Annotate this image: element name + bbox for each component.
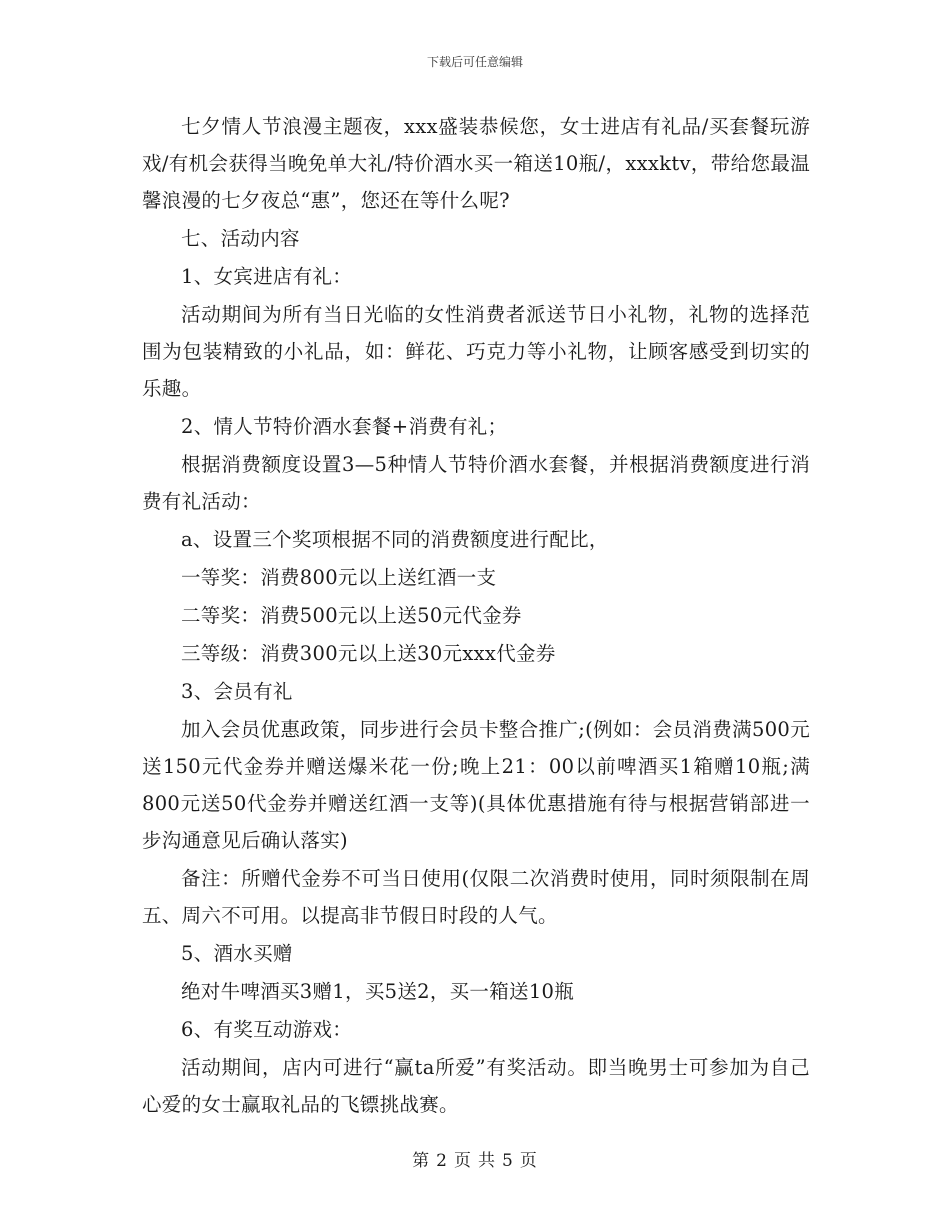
paragraph: 活动期间为所有当日光临的女性消费者派送节日小礼物，礼物的选择范围为包装精致的小礼品，如：鲜花、巧克力等小礼物，让顾客感受到切实的乐趣。 [142, 303, 810, 400]
total-pages-number: 5 [502, 1151, 514, 1171]
item-heading: 2、情人节特价酒水套餐+消费有礼； [181, 415, 508, 438]
page-label-mid1: 页 [454, 1151, 472, 1171]
current-page-number: 2 [436, 1151, 448, 1171]
paragraph: 根据消费额度设置3—5种情人节特价酒水套餐，并根据消费额度进行消费有礼活动： [142, 453, 810, 513]
paragraph: 绝对牛啤酒买3赠1，买5送2，买一箱送10瓶 [181, 980, 575, 1003]
paragraph: a、设置三个奖项根据不同的消费额度进行配比， [181, 528, 609, 551]
page-footer [0, 1146, 950, 1171]
page-label-suffix: 页 [519, 1151, 538, 1171]
prize-line: 二等奖：消费500元以上送50元代金券 [181, 604, 522, 627]
item-heading: 1、女宾进店有礼： [181, 265, 353, 288]
paragraph: 备注：所赠代金券不可当日使用(仅限二次消费时使用，同时须限制在周五、周六不可用。以提高非节假日时段的人气。 [142, 867, 810, 927]
document-body [142, 108, 810, 1124]
item-heading: 5、酒水买赠 [181, 942, 293, 965]
prize-line: 三等级：消费300元以上送30元xxx代金券 [181, 642, 556, 665]
item-heading: 6、有奖互动游戏： [181, 1018, 353, 1041]
page-label-prefix: 第 [412, 1151, 431, 1171]
prize-line: 一等奖：消费800元以上送红酒一支 [181, 566, 497, 589]
section-heading: 七、活动内容 [181, 227, 300, 250]
paragraph: 加入会员优惠政策，同步进行会员卡整合推广;(例如：会员消费满500元送150元代金券并赠送爆米花一份;晚上21：00以前啤酒买1箱赠10瓶;满800元送50代金券并赠送红酒一支等)(具体优惠措施有待与根据营销部进一步沟通意见后确认落实) [142, 718, 810, 852]
page-header: 下载后可任意编辑 [426, 55, 523, 69]
item-heading: 3、会员有礼 [181, 680, 293, 703]
paragraph: 七夕情人节浪漫主题夜，xxx盛装恭候您，女士进店有礼品/买套餐玩游戏/有机会获得当晚免单大礼/特价酒水买一箱送10瓶/，xxxktv，带给您最温馨浪漫的七夕夜总“惠”，您还在等什么呢? [142, 115, 810, 212]
paragraph: 活动期间，店内可进行“赢ta所爱”有奖活动。即当晚男士可参加为自己心爱的女士赢取礼品的飞镖挑战赛。 [142, 1056, 810, 1116]
page-label-mid2: 共 [478, 1151, 496, 1171]
